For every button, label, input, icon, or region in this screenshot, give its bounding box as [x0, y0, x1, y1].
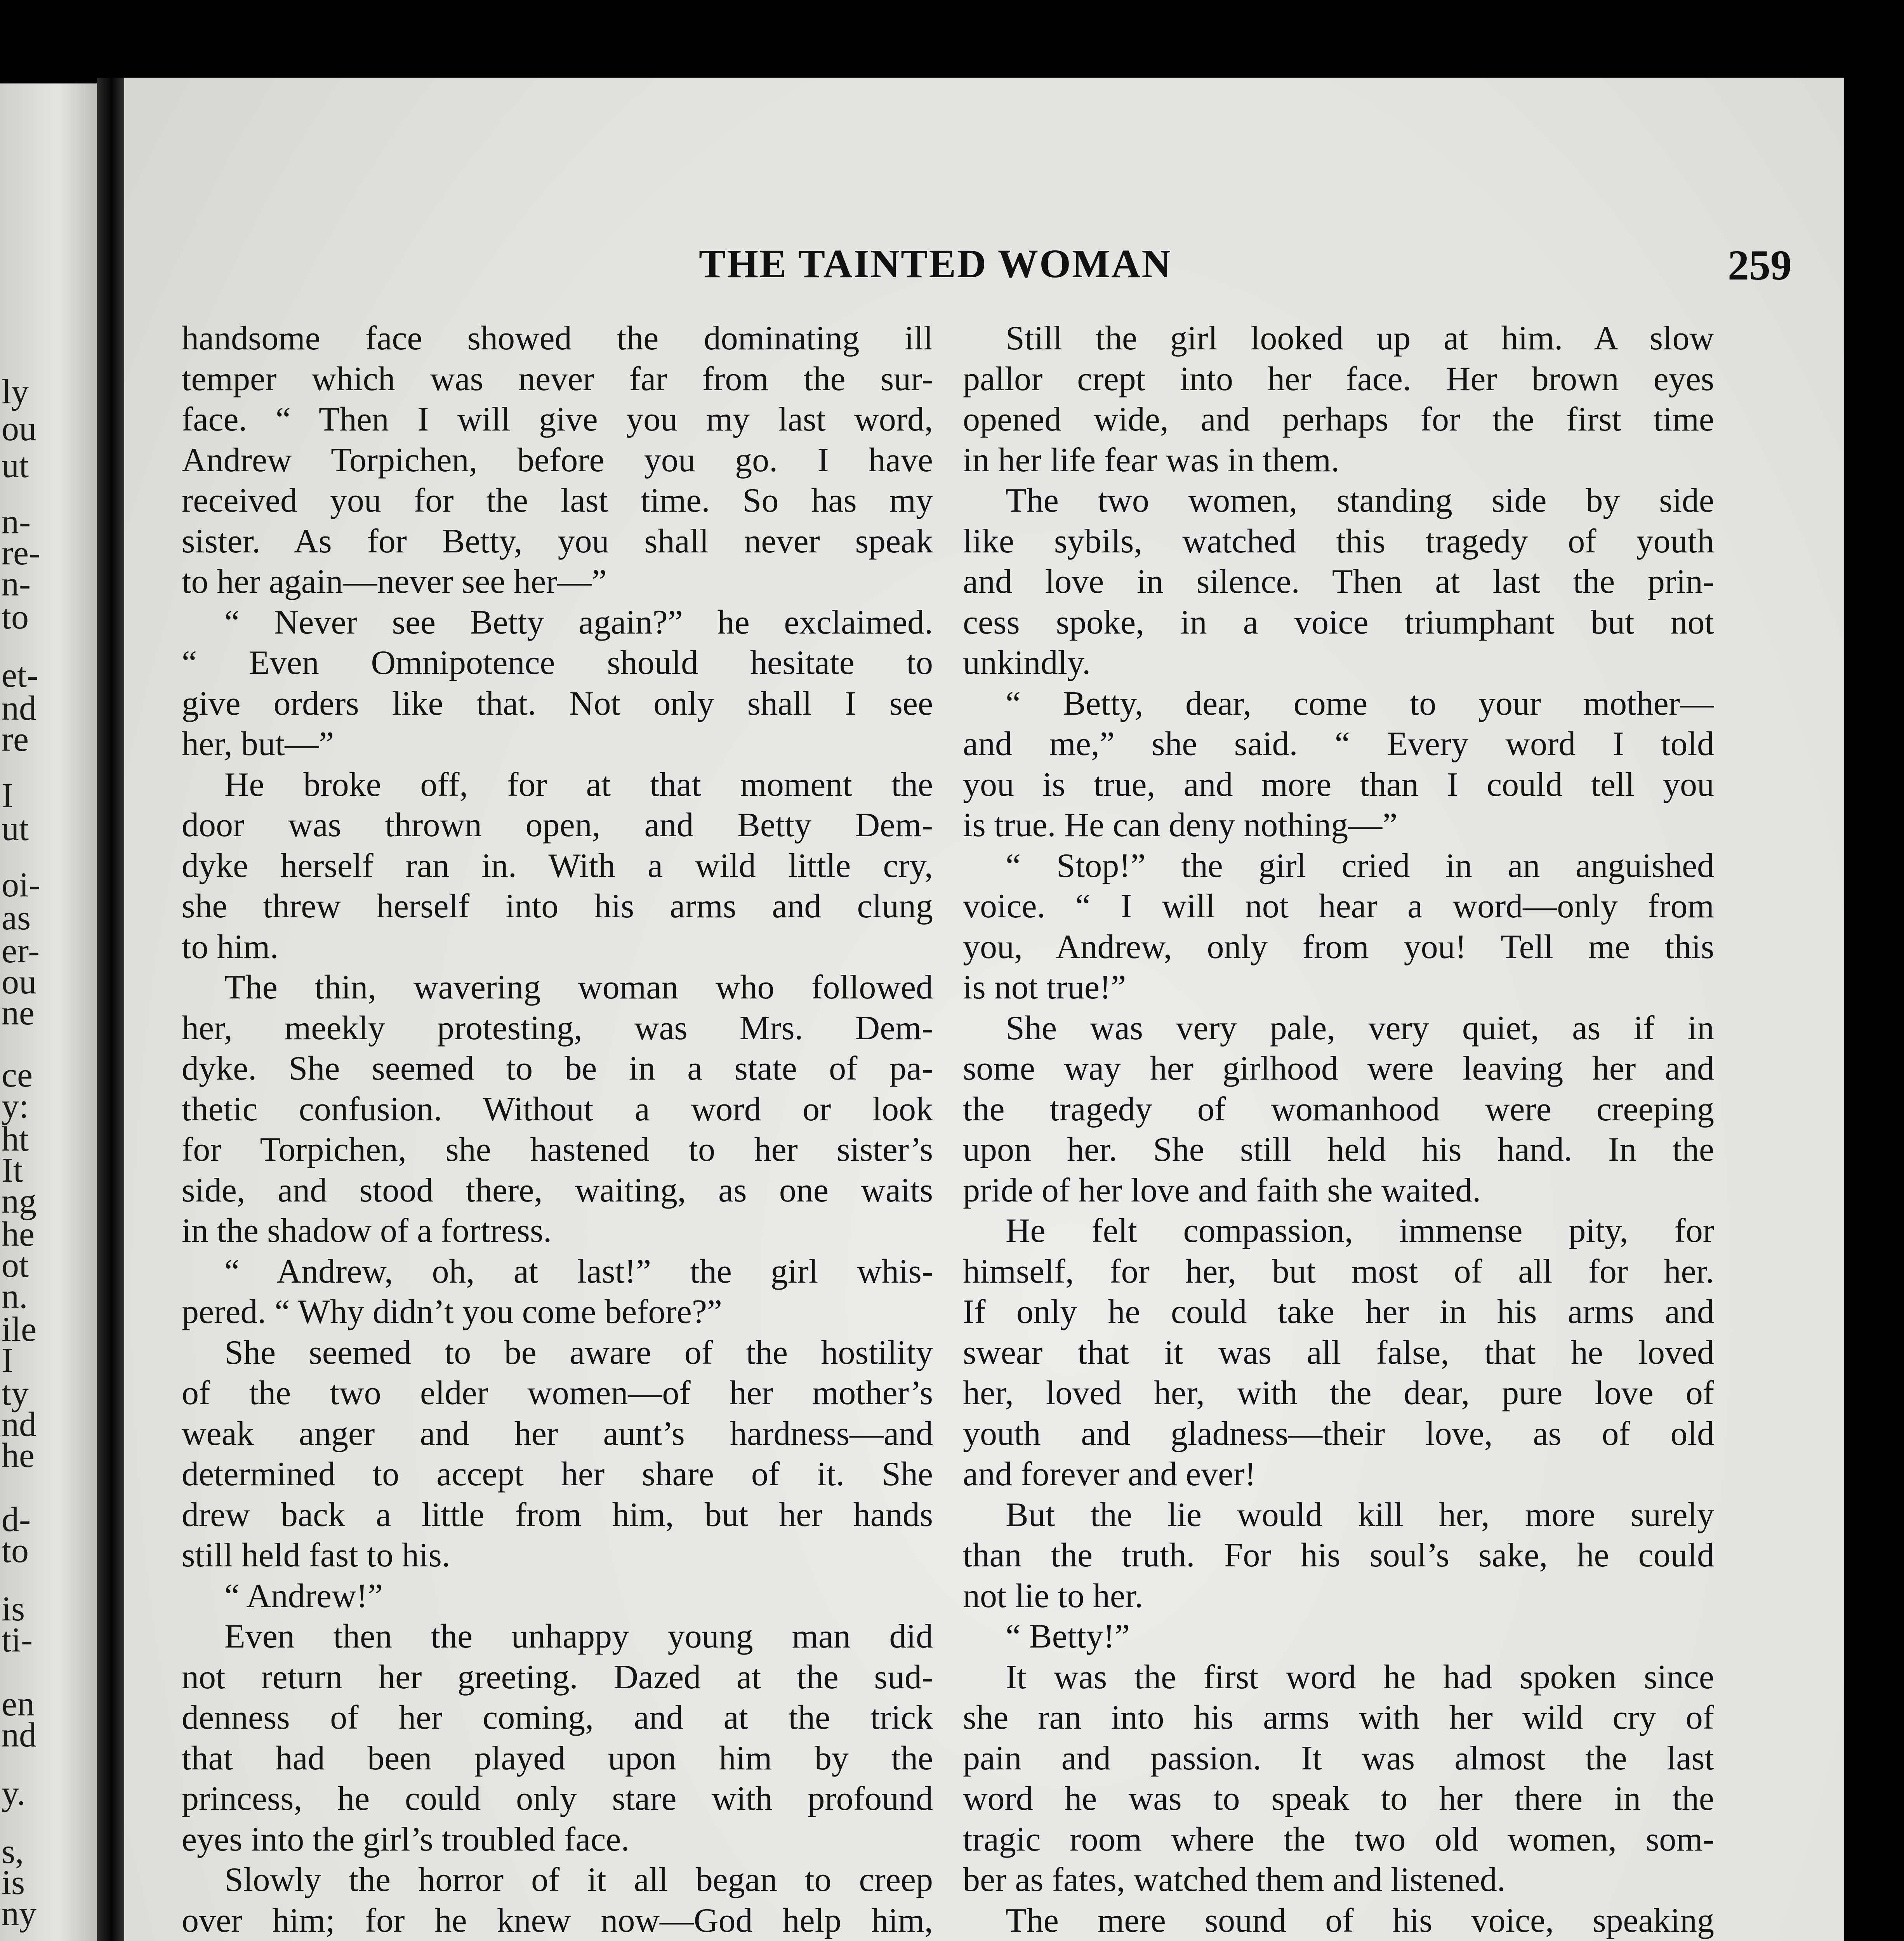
running-title: THE TAINTED WOMAN [699, 241, 1172, 286]
text-line: princess, he could only stare with profound [182, 1780, 933, 1818]
text-line: youth and gladness—their love, as of old [963, 1415, 1714, 1453]
text-line: not lie to her. [963, 1577, 1143, 1615]
text-line: cess spoke, in a voice triumphant but not [963, 603, 1714, 641]
previous-page-fragment: I [2, 1341, 13, 1380]
text-line: in the shadow of a fortress. [182, 1212, 552, 1250]
text-line: received you for the last time. So has my [182, 482, 933, 519]
text-line: She was very pale, very quiet, as if in [1006, 1009, 1714, 1047]
text-line: determined to accept her share of it. She [182, 1455, 933, 1493]
text-line: weak anger and her aunt’s hardness—and [182, 1415, 933, 1453]
previous-page-fragment: ile [2, 1310, 36, 1349]
text-line: “ Stop!” the girl cried in an anguished [1006, 847, 1714, 885]
text-line: word he was to speak to her there in the [963, 1780, 1714, 1818]
text-line: pride of her love and faith she waited. [963, 1171, 1481, 1209]
previous-page-fragment: ou [2, 410, 36, 448]
text-line: denness of her coming, and at the trick [182, 1699, 933, 1736]
text-line: sister. As for Betty, you shall never speak [182, 522, 933, 560]
text-line: for Torpichen, she hastened to her sister’s [182, 1131, 933, 1168]
previous-page-fragment: ty [2, 1374, 29, 1413]
previous-page-fragment: ce [2, 1056, 33, 1094]
text-line: But the lie would kill her, more surely [1006, 1496, 1714, 1534]
text-column-left [182, 318, 933, 1941]
previous-page-fragment: y: [2, 1087, 29, 1125]
text-line: He felt compassion, immense pity, for [1006, 1212, 1714, 1250]
text-line: Still the girl looked up at him. A slow [1006, 319, 1714, 357]
previous-page-fragment: ht [2, 1120, 29, 1158]
text-line: tragic room where the two old women, som- [963, 1820, 1714, 1858]
previous-page-fragment: n- [2, 503, 31, 541]
previous-page-fragment: It [2, 1151, 23, 1189]
previous-page-fragment: ut [2, 809, 29, 848]
running-head [124, 241, 1844, 287]
text-line: than the truth. For his soul’s sake, he could [963, 1536, 1714, 1574]
previous-page-fragment: re- [2, 534, 40, 572]
text-line: her, loved her, with the dear, pure love of [963, 1374, 1714, 1412]
previous-page-fragment: as [2, 899, 31, 937]
text-line: like sybils, watched this tragedy of youth [963, 522, 1714, 560]
previous-page-fragment: y. [2, 1774, 26, 1813]
text-line: The thin, wavering woman who followed [224, 969, 933, 1006]
previous-page-edge [0, 83, 97, 1941]
previous-page-fragment: re [2, 720, 29, 759]
text-line: in her life fear was in them. [963, 441, 1340, 479]
text-line: If only he could take her in his arms and [963, 1293, 1714, 1331]
text-line: “ Betty, dear, come to your mother— [1006, 684, 1714, 722]
text-line: face. “ Then I will give you my last word, [182, 401, 933, 438]
text-line: dyke. She seemed to be in a state of pa- [182, 1050, 933, 1087]
previous-page-fragment: n. [2, 1277, 28, 1316]
text-line: over him; for he knew now—God help him, [182, 1901, 933, 1939]
previous-page-fragment: ut [2, 446, 29, 485]
previous-page-fragment: he [2, 1215, 35, 1253]
text-line: thetic confusion. Without a word or look [182, 1090, 933, 1128]
previous-page-fragment: ou [2, 963, 36, 1001]
text-line: “ Andrew!” [224, 1577, 383, 1615]
text-line: temper which was never far from the sur- [182, 360, 933, 398]
text-line: some way her girlhood were leaving her and [963, 1050, 1714, 1087]
previous-page-fragment: s, [2, 1832, 24, 1871]
text-line: is not true!” [963, 969, 1126, 1006]
text-line: dyke herself ran in. With a wild little cry, [182, 847, 933, 885]
text-line: “ Never see Betty again?” he exclaimed. [224, 603, 933, 641]
previous-page-fragment: nd [2, 1716, 36, 1754]
text-line: she threw herself into his arms and clung [182, 887, 933, 925]
text-line: The mere sound of his voice, speaking [1006, 1901, 1714, 1939]
text-line: and love in silence. Then at last the prin- [963, 563, 1714, 601]
text-line: her, meekly protesting, was Mrs. Dem- [182, 1009, 933, 1047]
book-gutter [97, 78, 126, 1941]
text-line: “ Betty!” [1006, 1618, 1130, 1655]
previous-page-fragment: to [2, 598, 29, 636]
text-line: to him. [182, 928, 279, 966]
text-line: eyes into the girl’s troubled face. [182, 1820, 630, 1858]
previous-page-fragment: ne [2, 994, 35, 1032]
previous-page-fragment: I [2, 776, 13, 815]
text-line: the tragedy of womanhood were creeping [963, 1090, 1714, 1128]
text-line: is true. He can deny nothing—” [963, 806, 1398, 844]
text-line: pain and passion. It was almost the last [963, 1739, 1714, 1777]
previous-page-fragment: ot [2, 1246, 29, 1285]
text-line: voice. “ I will not hear a word—only from [963, 887, 1714, 925]
previous-page-fragment: he [2, 1436, 35, 1475]
text-line: ber as fates, watched them and listened. [963, 1861, 1506, 1899]
previous-page-fragment: is [2, 1863, 25, 1902]
previous-page-fragment: nd [2, 1405, 36, 1444]
text-line: Andrew Torpichen, before you go. I have [182, 441, 933, 479]
previous-page-fragment: ng [2, 1182, 36, 1221]
text-line: pallor crept into her face. Her brown eyes [963, 360, 1714, 398]
text-line: pered. “ Why didn’t you come before?” [182, 1293, 722, 1331]
text-line: himself, for her, but most of all for her. [963, 1252, 1714, 1290]
previous-page-fragment: is [2, 1590, 25, 1628]
text-line: The two women, standing side by side [1006, 482, 1714, 519]
text-line: He broke off, for at that moment the [224, 766, 933, 804]
previous-page-fragment: er- [2, 932, 40, 970]
text-line: side, and stood there, waiting, as one waits [182, 1171, 933, 1209]
previous-page-fragment: ti- [2, 1621, 33, 1659]
text-line: upon her. She still held his hand. In the [963, 1131, 1714, 1168]
previous-page-fragment: to [2, 1531, 29, 1570]
text-line: “ Even Omnipotence should hesitate to [182, 644, 933, 682]
book-page [124, 78, 1844, 1941]
text-line: swear that it was all false, that he loved [963, 1333, 1714, 1372]
text-line: you, Andrew, only from you! Tell me this [963, 928, 1714, 966]
text-line: give orders like that. Not only shall I see [182, 684, 933, 722]
page-number: 259 [1728, 241, 1792, 289]
previous-page-fragment: en [2, 1685, 35, 1723]
text-line: Slowly the horror of it all began to creep [224, 1861, 933, 1899]
previous-page-fragment: ny [2, 1894, 36, 1933]
previous-page-fragment: oi- [2, 866, 40, 904]
text-line: and me,” she said. “ Every word I told [963, 725, 1714, 763]
text-line: not return her greeting. Dazed at the sud- [182, 1658, 933, 1696]
text-line: “ Andrew, oh, at last!” the girl whis- [224, 1252, 933, 1290]
previous-page-fragment: et- [2, 656, 38, 694]
previous-page-fragment: n- [2, 565, 31, 603]
text-line: her, but—” [182, 725, 334, 763]
text-line: she ran into his arms with her wild cry of [963, 1699, 1714, 1736]
text-line: handsome face showed the dominating ill [182, 319, 933, 357]
previous-page-fragment: d- [2, 1500, 31, 1539]
text-line: of the two elder women—of her mother’s [182, 1374, 933, 1412]
text-line: door was thrown open, and Betty Dem- [182, 806, 933, 844]
text-column-right [963, 318, 1714, 1941]
text-line: still held fast to his. [182, 1536, 450, 1574]
text-line: drew back a little from him, but her hands [182, 1496, 933, 1534]
text-line: that had been played upon him by the [182, 1739, 933, 1777]
text-line: to her again—never see her—” [182, 563, 607, 601]
text-line: unkindly. [963, 644, 1091, 682]
text-line: Even then the unhappy young man did [224, 1618, 933, 1655]
text-line: It was the first word he had spoken since [1006, 1658, 1714, 1696]
text-line: opened wide, and perhaps for the first time [963, 401, 1714, 438]
previous-page-fragment: nd [2, 689, 36, 727]
text-line: and forever and ever! [963, 1455, 1256, 1493]
previous-page-fragment: ly [2, 373, 29, 411]
text-line: you is true, and more than I could tell you [963, 766, 1714, 804]
text-line: She seemed to be aware of the hostility [224, 1333, 933, 1372]
